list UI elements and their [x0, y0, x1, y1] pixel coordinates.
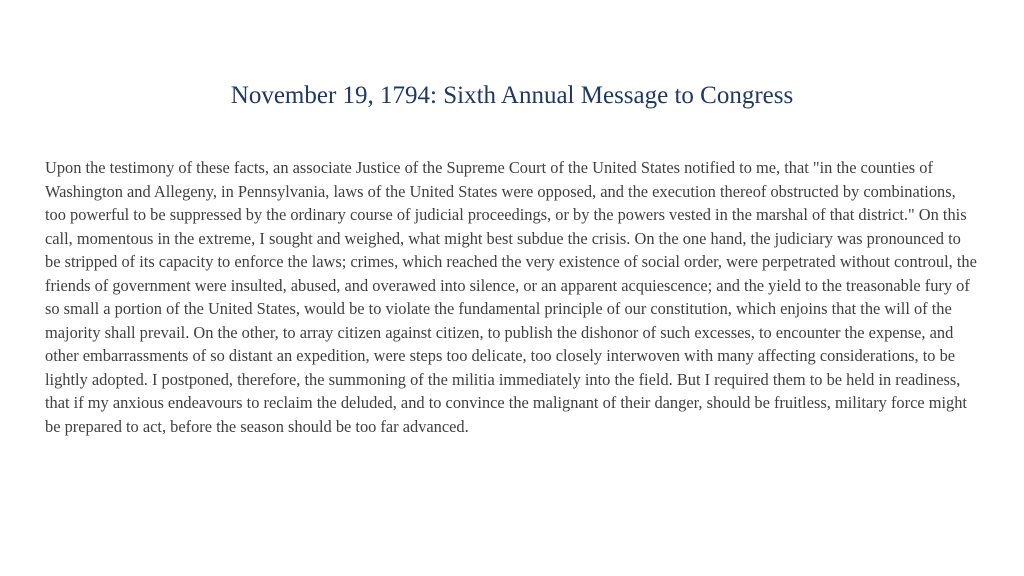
slide-title: November 19, 1794: Sixth Annual Message to Congress — [230, 82, 794, 109]
slide-body-text: Upon the testimony of these facts, an associate Justice of the Supreme Court of the United States notified to me, that "in the counties of Washington and Allegeny, in Pennsylvania, laws of the United States were opposed, and the execution thereof obstructed by combinations, too powerful to be suppressed by the ordinary course of judicial proceedings, or by the powers vested in the marshal of that district." On this call, momentous in the extreme, I sought and weighed, what might best subdue the crisis. On the one hand, the judiciary was pronounced to be stripped of its capacity to enforce the laws; crimes, which reached the very existence of social order, were perpetrated without controul, the friends of government were insulted, abused, and overawed into silence, or an apparent acquiescence; and the yield to the treasonable fury of so small a portion of the United States, would be to violate the fundamental principle of our constitution, which enjoins that the will of the majority shall prevail. On the other, to array citizen against citizen, to publish the dishonor of such excesses, to encounter the expense, and other embarrassments of so distant an expedition, were steps too delicate, too closely interwoven with many affecting considerations, to be lightly adopted. I postponed, therefore, the summoning of the militia immediately into the field. But I required them to be held in readiness, that if my anxious endeavours to reclaim the deluded, and to convince the malignant of their danger, should be fruitless, military force might be prepared to act, before the season should be too far advanced. — [45, 158, 977, 436]
